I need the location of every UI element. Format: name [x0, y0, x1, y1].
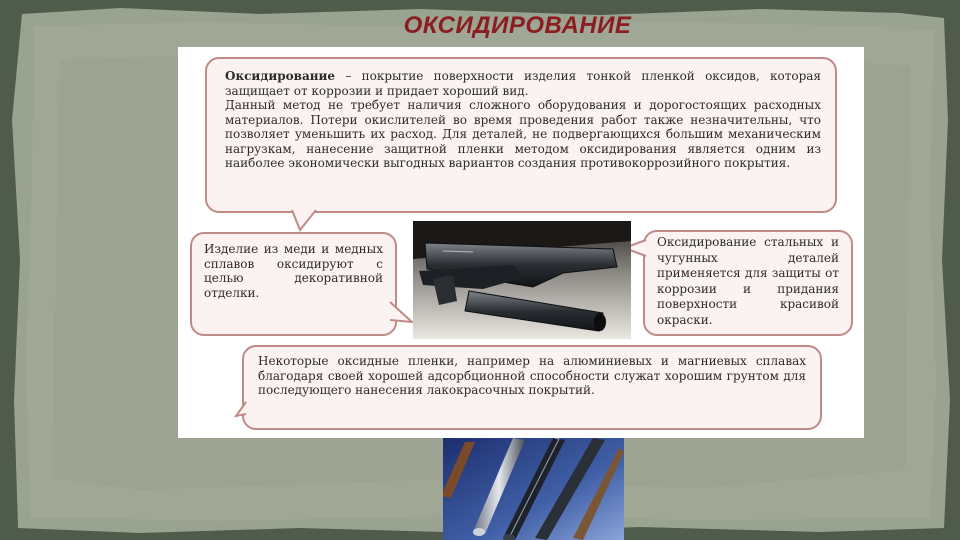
steel-text: Оксидирование стальных и чугунных деталей применяется для защиты от коррозии и придания поверхности красивой окраски. — [657, 235, 839, 327]
definition-text — [225, 69, 821, 98]
oxide-films-text: Некоторые оксидные пленки, например на алюминиевых и магниевых сплавах благодаря своей хорошей адсорбционной способности служат хорошим грунтом для последующего нанесения лакокрасочных покрытий. — [258, 354, 806, 397]
definition-callout — [205, 57, 837, 213]
oxide-films-callout — [242, 345, 822, 430]
steel-callout — [643, 230, 853, 336]
slide-title: ОКСИДИРОВАНИЕ — [403, 12, 632, 39]
definition-term: Оксидирование — [225, 69, 336, 83]
pistol-parts-photo — [413, 221, 631, 339]
definition-details: Данный метод не требует наличия сложного оборудования и дорогостоящих расходных материалов. Потери окислителей во время проведения работ также незначительны, что позволяет уменьшить их расход. Для деталей, не подвергающихся большим механическим нагрузкам, нанесение защитной пленки методом оксидирования является одним из наиболее экономически выгодных вариантов создания противокоррозийного покрытия. — [225, 98, 821, 170]
definition-callout-tail — [290, 208, 320, 232]
copper-text: Изделие из меди и медных сплавов оксидируют с целью декоративной отделки. — [204, 242, 383, 300]
rods-photo — [443, 438, 624, 540]
definition-body: – покрытие поверхности изделия тонкой пленкой оксидов, которая защищает от коррозии и придает хороший вид. — [225, 69, 821, 98]
copper-callout-tail — [388, 300, 414, 328]
copper-callout — [190, 232, 397, 336]
oxide-films-callout-tail — [234, 400, 248, 420]
